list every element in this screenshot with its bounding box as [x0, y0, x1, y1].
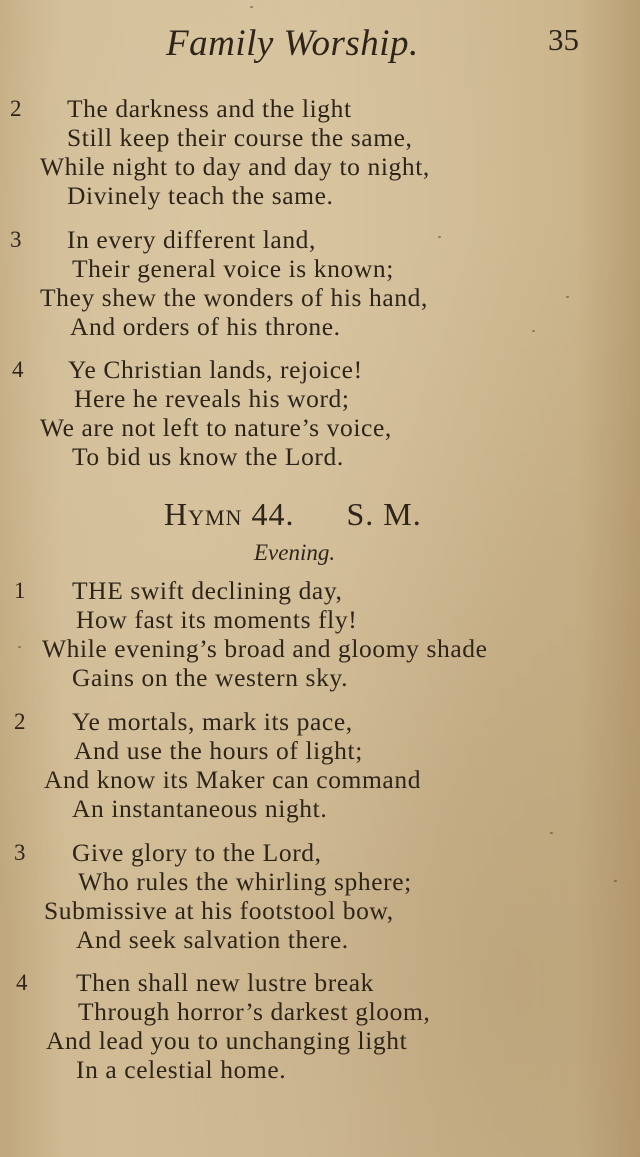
verse-line: THE swift declining day, — [72, 576, 343, 605]
paper-speck — [438, 236, 441, 238]
stanza-number: 1 — [14, 578, 26, 603]
verse-line: In a celestial home. — [76, 1055, 287, 1084]
verse-line: And lead you to unchanging light — [46, 1026, 408, 1055]
verse-line: An instantaneous night. — [72, 794, 328, 823]
verse-line: They shew the wonders of his hand, — [40, 283, 428, 312]
paper-speck — [532, 330, 535, 332]
stanza-number: 3 — [14, 840, 26, 865]
verse-line: Ye mortals, mark its pace, — [72, 707, 353, 736]
paper-speck — [614, 880, 617, 882]
page-number: 35 — [548, 22, 579, 57]
verse-line: Their general voice is known; — [72, 254, 394, 283]
verse-line: Gains on the western sky. — [72, 663, 349, 692]
verse-line: Through horror’s darkest gloom, — [78, 997, 431, 1026]
verse-line: The darkness and the light — [67, 94, 352, 123]
hymn-title — [164, 496, 422, 533]
paper-speck — [550, 832, 553, 834]
hymn-meter: S. M. — [346, 496, 422, 532]
paper-speck — [566, 296, 569, 298]
verse-line: Divinely teach the same. — [67, 181, 334, 210]
verse-line: While evening’s broad and gloomy shade — [42, 634, 488, 663]
hymn-number: Hymn 44. — [164, 496, 295, 532]
verse-line: And know its Maker can command — [44, 765, 422, 794]
stanza-number: 4 — [12, 357, 24, 382]
verse-line: Submissive at his footstool bow, — [44, 896, 394, 925]
verse-line: Who rules the whirling sphere; — [78, 867, 412, 896]
verse-line: How fast its moments fly! — [76, 605, 358, 634]
verse-line: And orders of his throne. — [70, 312, 341, 341]
verse-line: And use the hours of light; — [74, 736, 363, 765]
verse-line: To bid us know the Lord. — [72, 442, 344, 471]
verse-line: And seek salvation there. — [76, 925, 349, 954]
stanza-number: 2 — [10, 96, 22, 121]
verse-line: Here he reveals his word; — [74, 384, 350, 413]
verse-line: Then shall new lustre break — [76, 968, 375, 997]
stanza-number: 3 — [10, 227, 22, 252]
stanza-number: 4 — [16, 970, 28, 995]
verse-line: We are not left to nature’s voice, — [40, 413, 392, 442]
stanza-number: 2 — [14, 709, 26, 734]
running-head: Family Worship. — [166, 23, 419, 64]
hymn-subtitle: Evening. — [254, 540, 336, 565]
verse-line: While night to day and day to night, — [40, 152, 430, 181]
paper-speck — [250, 6, 253, 8]
verse-line: Give glory to the Lord, — [72, 838, 322, 867]
verse-line: In every different land, — [67, 225, 316, 254]
verse-line: Still keep their course the same, — [67, 123, 413, 152]
paper-speck — [18, 646, 21, 648]
verse-line: Ye Christian lands, rejoice! — [68, 355, 363, 384]
